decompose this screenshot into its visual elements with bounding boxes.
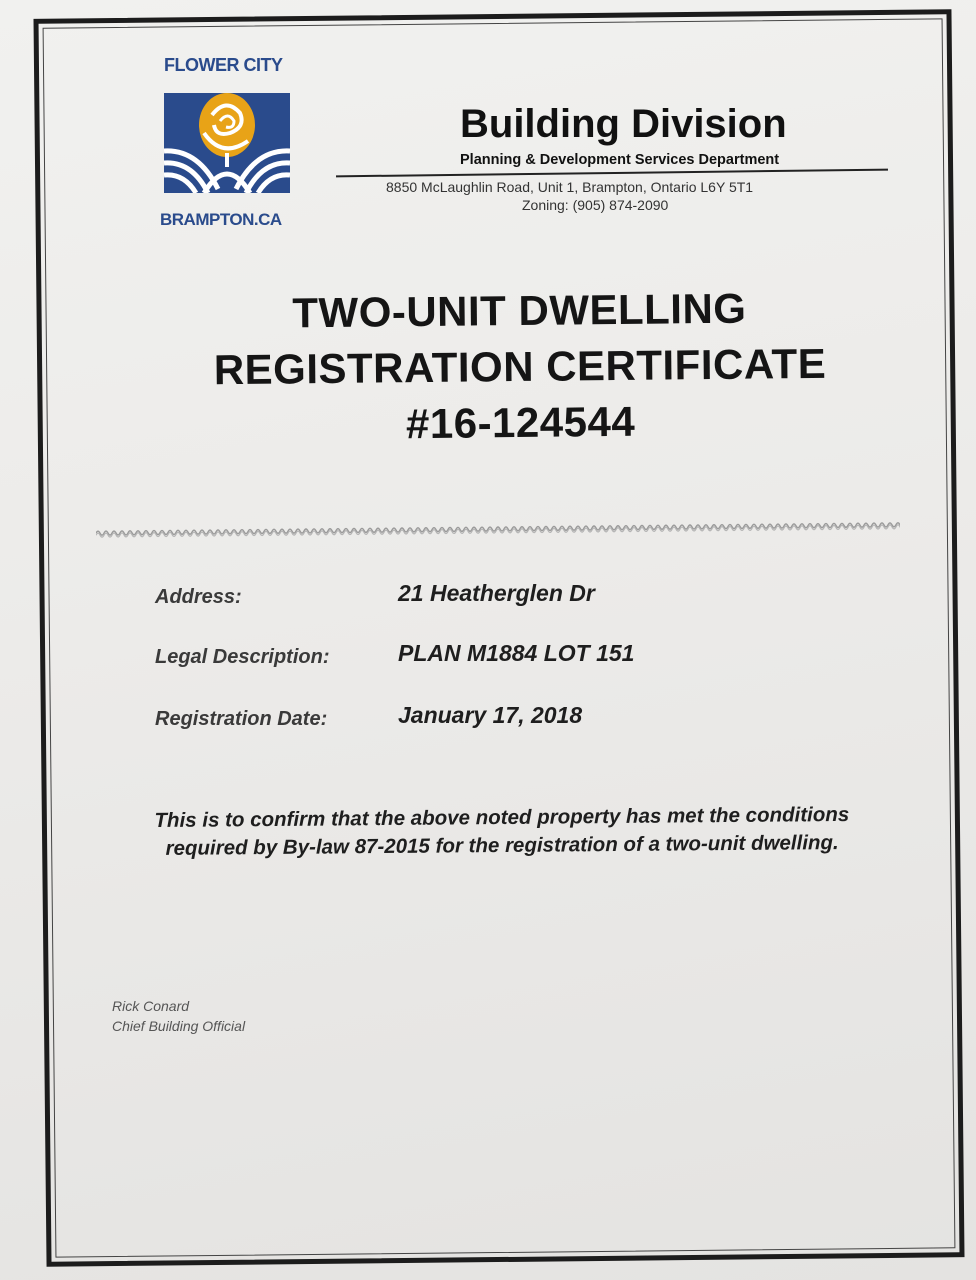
title-line-2: REGISTRATION CERTIFICATE (213, 339, 827, 394)
signatory-name: Rick Conard (112, 998, 190, 1014)
title-line-1: TWO-UNIT DWELLING (292, 284, 747, 337)
signatory-role: Chief Building Official (112, 1018, 246, 1034)
certificate-number: #16-124544 (405, 397, 636, 448)
legal-description-label: Legal Description: (155, 646, 330, 668)
zoning-phone: Zoning: (905) 874-2090 (522, 197, 669, 213)
certificate-title (129, 279, 911, 455)
department-name: Planning & Development Services Department (460, 152, 780, 168)
office-address: 8850 McLaughlin Road, Unit 1, Brampton, Ontario L6Y 5T1 (386, 179, 754, 195)
address-value: 21 Heatherglen Dr (398, 580, 595, 606)
logo-top-text: FLOWER CITY (164, 55, 283, 75)
registration-date-row (155, 702, 855, 732)
division-name: Building Division (460, 102, 787, 146)
logo-bottom-text: BRAMPTON.CA (160, 210, 282, 229)
legal-description-value: PLAN M1884 LOT 151 (398, 640, 635, 666)
registration-date-label: Registration Date: (155, 708, 328, 730)
address-row (155, 580, 855, 610)
registration-date-value: January 17, 2018 (398, 702, 583, 728)
signature-block (112, 996, 245, 1036)
statement-line-2: required by By-law 87-2015 for the registration of a two-unit dwelling. (165, 831, 839, 860)
confirmation-statement (82, 800, 922, 863)
address-label: Address: (155, 586, 242, 608)
legal-description-row (155, 640, 855, 670)
brampton-logo (158, 55, 298, 235)
flower-city-logo-icon (164, 93, 290, 193)
statement-line-1: This is to confirm that the above noted property has met the conditions (154, 802, 850, 833)
